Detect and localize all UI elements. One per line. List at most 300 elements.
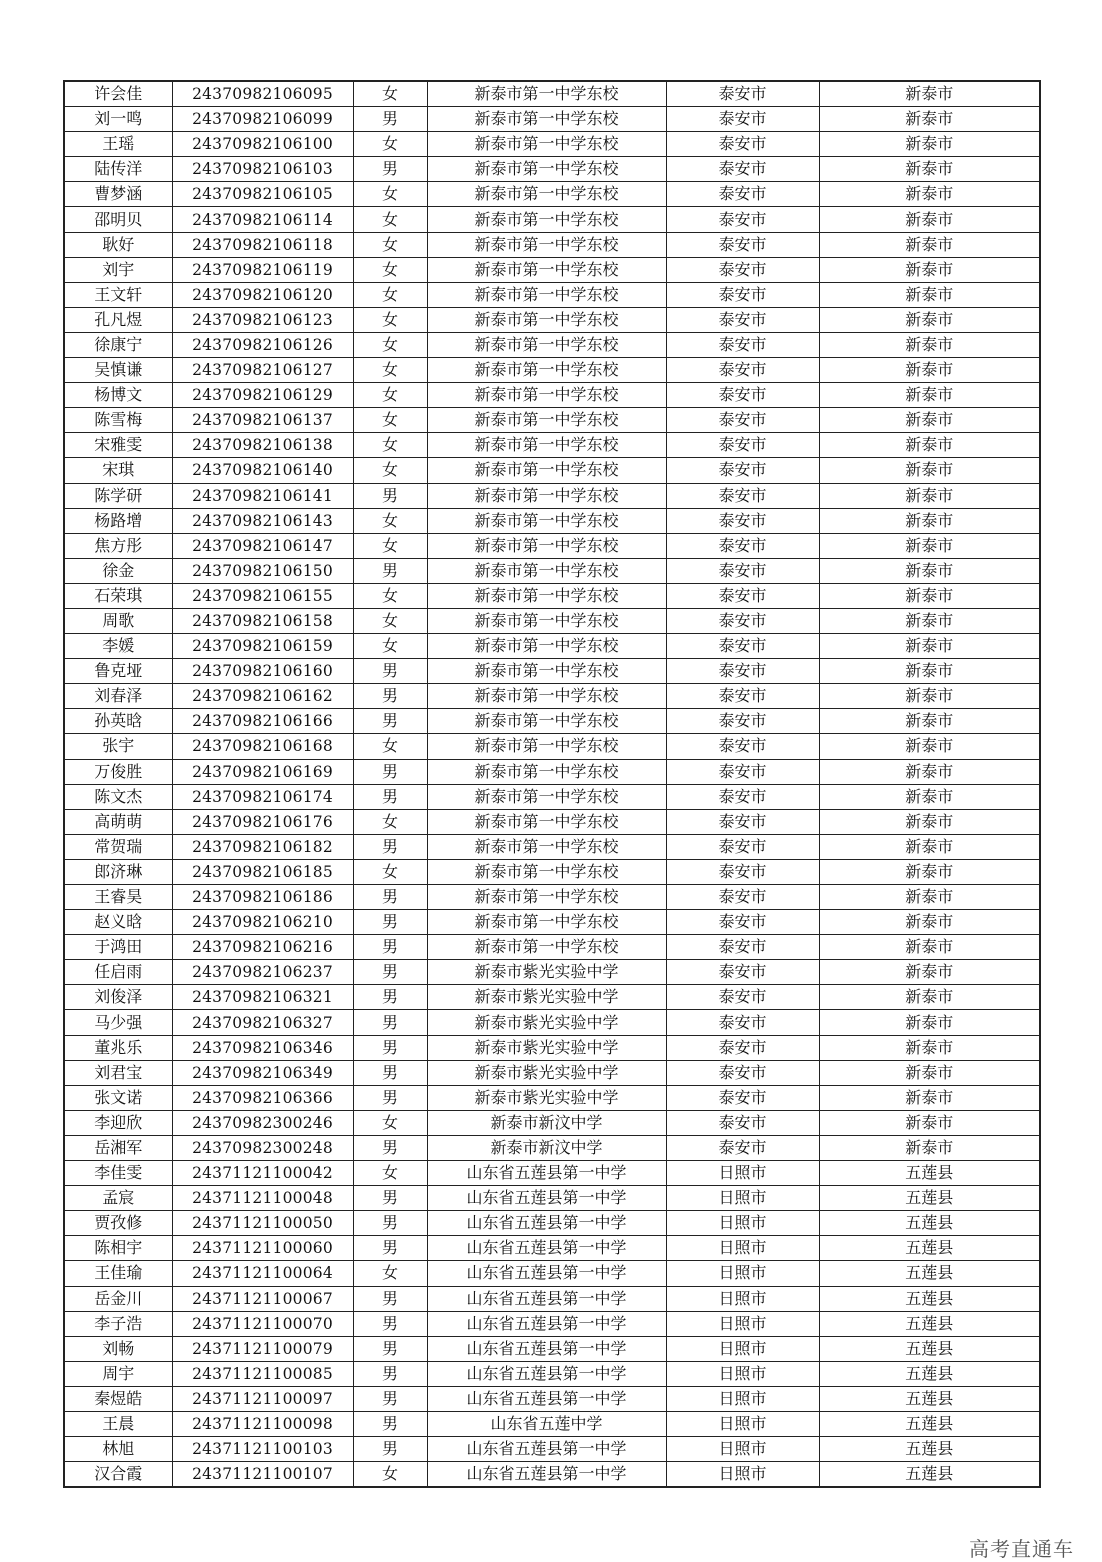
exam-id-cell: 24370982300248 xyxy=(172,1135,353,1160)
student-name-cell: 郎济琳 xyxy=(64,859,172,884)
student-name-cell: 张宇 xyxy=(64,734,172,759)
table-row xyxy=(64,232,1040,257)
student-name-cell: 王睿昊 xyxy=(64,885,172,910)
school-cell: 新泰市第一中学东校 xyxy=(427,307,666,332)
county-cell: 新泰市 xyxy=(819,935,1040,960)
gender-cell: 男 xyxy=(353,1336,427,1361)
table-row xyxy=(64,257,1040,282)
county-cell: 五莲县 xyxy=(819,1361,1040,1386)
gender-cell: 女 xyxy=(353,1261,427,1286)
table-row xyxy=(64,1035,1040,1060)
exam-id-cell: 24371121100064 xyxy=(172,1261,353,1286)
table-row xyxy=(64,157,1040,182)
table-row xyxy=(64,709,1040,734)
city-cell: 泰安市 xyxy=(666,1010,819,1035)
exam-id-cell: 24371121100103 xyxy=(172,1437,353,1462)
roster-body xyxy=(64,81,1040,1487)
gender-cell: 男 xyxy=(353,935,427,960)
table-row xyxy=(64,834,1040,859)
school-cell: 新泰市第一中学东校 xyxy=(427,910,666,935)
city-cell: 泰安市 xyxy=(666,332,819,357)
city-cell: 泰安市 xyxy=(666,960,819,985)
city-cell: 泰安市 xyxy=(666,759,819,784)
city-cell: 泰安市 xyxy=(666,433,819,458)
school-cell: 新泰市紫光实验中学 xyxy=(427,1085,666,1110)
exam-id-cell: 24371121100098 xyxy=(172,1411,353,1436)
school-cell: 新泰市第一中学东校 xyxy=(427,383,666,408)
school-cell: 新泰市第一中学东校 xyxy=(427,458,666,483)
gender-cell: 男 xyxy=(353,834,427,859)
county-cell: 新泰市 xyxy=(819,684,1040,709)
exam-id-cell: 24370982106118 xyxy=(172,232,353,257)
city-cell: 泰安市 xyxy=(666,408,819,433)
gender-cell: 男 xyxy=(353,1311,427,1336)
city-cell: 泰安市 xyxy=(666,157,819,182)
table-row xyxy=(64,1411,1040,1436)
exam-id-cell: 24371121100050 xyxy=(172,1211,353,1236)
gender-cell: 女 xyxy=(353,307,427,332)
table-row xyxy=(64,734,1040,759)
watermark-text: 高考直通车 xyxy=(969,1537,1074,1561)
student-name-cell: 李媛 xyxy=(64,634,172,659)
student-name-cell: 李子浩 xyxy=(64,1311,172,1336)
exam-id-cell: 24370982106216 xyxy=(172,935,353,960)
gender-cell: 女 xyxy=(353,182,427,207)
table-row xyxy=(64,684,1040,709)
school-cell: 山东省五莲县第一中学 xyxy=(427,1161,666,1186)
school-cell: 新泰市紫光实验中学 xyxy=(427,1010,666,1035)
school-cell: 新泰市新汶中学 xyxy=(427,1110,666,1135)
county-cell: 新泰市 xyxy=(819,433,1040,458)
exam-id-cell: 24370982106186 xyxy=(172,885,353,910)
school-cell: 新泰市紫光实验中学 xyxy=(427,960,666,985)
county-cell: 五莲县 xyxy=(819,1286,1040,1311)
gender-cell: 男 xyxy=(353,157,427,182)
exam-id-cell: 24370982106100 xyxy=(172,132,353,157)
student-name-cell: 徐金 xyxy=(64,558,172,583)
gender-cell: 男 xyxy=(353,709,427,734)
city-cell: 泰安市 xyxy=(666,859,819,884)
exam-id-cell: 24370982106327 xyxy=(172,1010,353,1035)
county-cell: 五莲县 xyxy=(819,1411,1040,1436)
gender-cell: 女 xyxy=(353,282,427,307)
school-cell: 新泰市第一中学东校 xyxy=(427,408,666,433)
table-row xyxy=(64,859,1040,884)
county-cell: 新泰市 xyxy=(819,107,1040,132)
gender-cell: 女 xyxy=(353,207,427,232)
exam-id-cell: 24370982300246 xyxy=(172,1110,353,1135)
student-name-cell: 岳湘军 xyxy=(64,1135,172,1160)
city-cell: 日照市 xyxy=(666,1161,819,1186)
student-name-cell: 孟宸 xyxy=(64,1186,172,1211)
school-cell: 新泰市第一中学东校 xyxy=(427,784,666,809)
student-name-cell: 刘一鸣 xyxy=(64,107,172,132)
table-row xyxy=(64,759,1040,784)
county-cell: 五莲县 xyxy=(819,1437,1040,1462)
table-row xyxy=(64,1211,1040,1236)
gender-cell: 男 xyxy=(353,784,427,809)
student-name-cell: 王文轩 xyxy=(64,282,172,307)
exam-id-cell: 24370982106103 xyxy=(172,157,353,182)
gender-cell: 男 xyxy=(353,1361,427,1386)
county-cell: 新泰市 xyxy=(819,483,1040,508)
gender-cell: 男 xyxy=(353,885,427,910)
exam-id-cell: 24371121100107 xyxy=(172,1462,353,1488)
county-cell: 新泰市 xyxy=(819,282,1040,307)
table-row xyxy=(64,960,1040,985)
table-row xyxy=(64,935,1040,960)
school-cell: 山东省五莲县第一中学 xyxy=(427,1311,666,1336)
exam-id-cell: 24370982106159 xyxy=(172,634,353,659)
gender-cell: 女 xyxy=(353,81,427,107)
school-cell: 新泰市第一中学东校 xyxy=(427,583,666,608)
city-cell: 泰安市 xyxy=(666,684,819,709)
city-cell: 泰安市 xyxy=(666,583,819,608)
county-cell: 新泰市 xyxy=(819,132,1040,157)
county-cell: 新泰市 xyxy=(819,885,1040,910)
gender-cell: 男 xyxy=(353,910,427,935)
table-row xyxy=(64,1110,1040,1135)
table-row xyxy=(64,458,1040,483)
gender-cell: 女 xyxy=(353,458,427,483)
city-cell: 日照市 xyxy=(666,1186,819,1211)
exam-id-cell: 24370982106237 xyxy=(172,960,353,985)
city-cell: 泰安市 xyxy=(666,232,819,257)
exam-id-cell: 24370982106127 xyxy=(172,358,353,383)
exam-id-cell: 24370982106158 xyxy=(172,608,353,633)
city-cell: 泰安市 xyxy=(666,709,819,734)
county-cell: 新泰市 xyxy=(819,558,1040,583)
student-name-cell: 孔凡煜 xyxy=(64,307,172,332)
exam-id-cell: 24370982106143 xyxy=(172,508,353,533)
county-cell: 新泰市 xyxy=(819,408,1040,433)
gender-cell: 男 xyxy=(353,684,427,709)
gender-cell: 女 xyxy=(353,1161,427,1186)
student-name-cell: 孙英晗 xyxy=(64,709,172,734)
city-cell: 日照市 xyxy=(666,1411,819,1436)
county-cell: 五莲县 xyxy=(819,1336,1040,1361)
gender-cell: 男 xyxy=(353,1060,427,1085)
exam-id-cell: 24370982106169 xyxy=(172,759,353,784)
student-name-cell: 王佳瑜 xyxy=(64,1261,172,1286)
table-row xyxy=(64,533,1040,558)
county-cell: 五莲县 xyxy=(819,1261,1040,1286)
table-row xyxy=(64,583,1040,608)
gender-cell: 女 xyxy=(353,257,427,282)
exam-id-cell: 24370982106166 xyxy=(172,709,353,734)
table-row xyxy=(64,634,1040,659)
city-cell: 泰安市 xyxy=(666,784,819,809)
exam-id-cell: 24370982106114 xyxy=(172,207,353,232)
school-cell: 新泰市第一中学东校 xyxy=(427,107,666,132)
student-name-cell: 赵义晗 xyxy=(64,910,172,935)
gender-cell: 女 xyxy=(353,232,427,257)
city-cell: 泰安市 xyxy=(666,634,819,659)
gender-cell: 男 xyxy=(353,483,427,508)
exam-id-cell: 24370982106168 xyxy=(172,734,353,759)
exam-id-cell: 24370982106160 xyxy=(172,659,353,684)
gender-cell: 女 xyxy=(353,533,427,558)
school-cell: 山东省五莲县第一中学 xyxy=(427,1437,666,1462)
exam-id-cell: 24370982106185 xyxy=(172,859,353,884)
student-name-cell: 鲁克垭 xyxy=(64,659,172,684)
table-row xyxy=(64,558,1040,583)
table-row xyxy=(64,784,1040,809)
table-row xyxy=(64,1361,1040,1386)
county-cell: 新泰市 xyxy=(819,358,1040,383)
school-cell: 新泰市第一中学东校 xyxy=(427,207,666,232)
gender-cell: 女 xyxy=(353,508,427,533)
student-name-cell: 李佳雯 xyxy=(64,1161,172,1186)
table-row xyxy=(64,1010,1040,1035)
school-cell: 新泰市第一中学东校 xyxy=(427,483,666,508)
city-cell: 泰安市 xyxy=(666,533,819,558)
student-name-cell: 周宇 xyxy=(64,1361,172,1386)
county-cell: 新泰市 xyxy=(819,1135,1040,1160)
city-cell: 泰安市 xyxy=(666,1060,819,1085)
student-name-cell: 徐康宁 xyxy=(64,332,172,357)
student-name-cell: 刘俊泽 xyxy=(64,985,172,1010)
county-cell: 五莲县 xyxy=(819,1386,1040,1411)
student-name-cell: 贾孜修 xyxy=(64,1211,172,1236)
gender-cell: 男 xyxy=(353,985,427,1010)
table-row xyxy=(64,1135,1040,1160)
exam-id-cell: 24370982106182 xyxy=(172,834,353,859)
city-cell: 日照市 xyxy=(666,1462,819,1488)
county-cell: 新泰市 xyxy=(819,709,1040,734)
exam-id-cell: 24370982106099 xyxy=(172,107,353,132)
city-cell: 日照市 xyxy=(666,1236,819,1261)
county-cell: 新泰市 xyxy=(819,1085,1040,1110)
school-cell: 新泰市第一中学东校 xyxy=(427,809,666,834)
county-cell: 五莲县 xyxy=(819,1462,1040,1488)
city-cell: 泰安市 xyxy=(666,910,819,935)
city-cell: 泰安市 xyxy=(666,132,819,157)
student-name-cell: 陈相宇 xyxy=(64,1236,172,1261)
city-cell: 泰安市 xyxy=(666,458,819,483)
school-cell: 新泰市紫光实验中学 xyxy=(427,1060,666,1085)
student-name-cell: 耿好 xyxy=(64,232,172,257)
county-cell: 五莲县 xyxy=(819,1211,1040,1236)
gender-cell: 女 xyxy=(353,383,427,408)
city-cell: 日照市 xyxy=(666,1261,819,1286)
exam-id-cell: 24371121100067 xyxy=(172,1286,353,1311)
table-row xyxy=(64,1161,1040,1186)
school-cell: 新泰市新汶中学 xyxy=(427,1135,666,1160)
county-cell: 新泰市 xyxy=(819,157,1040,182)
student-name-cell: 常贺瑞 xyxy=(64,834,172,859)
student-name-cell: 陈文杰 xyxy=(64,784,172,809)
county-cell: 五莲县 xyxy=(819,1236,1040,1261)
table-row xyxy=(64,207,1040,232)
county-cell: 新泰市 xyxy=(819,659,1040,684)
school-cell: 新泰市第一中学东校 xyxy=(427,659,666,684)
county-cell: 新泰市 xyxy=(819,734,1040,759)
school-cell: 山东省五莲县第一中学 xyxy=(427,1462,666,1488)
school-cell: 新泰市第一中学东校 xyxy=(427,182,666,207)
exam-id-cell: 24370982106138 xyxy=(172,433,353,458)
table-row xyxy=(64,483,1040,508)
county-cell: 新泰市 xyxy=(819,910,1040,935)
county-cell: 新泰市 xyxy=(819,634,1040,659)
table-row xyxy=(64,1236,1040,1261)
gender-cell: 男 xyxy=(353,1085,427,1110)
student-name-cell: 许会佳 xyxy=(64,81,172,107)
school-cell: 新泰市第一中学东校 xyxy=(427,608,666,633)
gender-cell: 女 xyxy=(353,608,427,633)
school-cell: 新泰市第一中学东校 xyxy=(427,935,666,960)
student-name-cell: 焦方彤 xyxy=(64,533,172,558)
exam-id-cell: 24370982106120 xyxy=(172,282,353,307)
school-cell: 新泰市第一中学东校 xyxy=(427,232,666,257)
county-cell: 新泰市 xyxy=(819,207,1040,232)
city-cell: 泰安市 xyxy=(666,1035,819,1060)
student-name-cell: 陈雪梅 xyxy=(64,408,172,433)
student-name-cell: 刘春泽 xyxy=(64,684,172,709)
table-row xyxy=(64,408,1040,433)
gender-cell: 男 xyxy=(353,1286,427,1311)
city-cell: 泰安市 xyxy=(666,558,819,583)
student-name-cell: 邵明贝 xyxy=(64,207,172,232)
city-cell: 日照市 xyxy=(666,1386,819,1411)
student-name-cell: 董兆乐 xyxy=(64,1035,172,1060)
city-cell: 泰安市 xyxy=(666,834,819,859)
school-cell: 新泰市第一中学东校 xyxy=(427,634,666,659)
county-cell: 新泰市 xyxy=(819,960,1040,985)
student-name-cell: 周歌 xyxy=(64,608,172,633)
county-cell: 新泰市 xyxy=(819,1035,1040,1060)
gender-cell: 男 xyxy=(353,1186,427,1211)
gender-cell: 男 xyxy=(353,659,427,684)
student-name-cell: 吴慎谦 xyxy=(64,358,172,383)
city-cell: 泰安市 xyxy=(666,1135,819,1160)
city-cell: 泰安市 xyxy=(666,182,819,207)
city-cell: 泰安市 xyxy=(666,809,819,834)
gender-cell: 女 xyxy=(353,358,427,383)
table-row xyxy=(64,885,1040,910)
city-cell: 泰安市 xyxy=(666,1085,819,1110)
student-name-cell: 任启雨 xyxy=(64,960,172,985)
table-row xyxy=(64,307,1040,332)
exam-id-cell: 24370982106210 xyxy=(172,910,353,935)
gender-cell: 女 xyxy=(353,408,427,433)
exam-id-cell: 24370982106140 xyxy=(172,458,353,483)
exam-id-cell: 24371121100048 xyxy=(172,1186,353,1211)
school-cell: 新泰市第一中学东校 xyxy=(427,157,666,182)
county-cell: 新泰市 xyxy=(819,508,1040,533)
school-cell: 山东省五莲中学 xyxy=(427,1411,666,1436)
school-cell: 新泰市紫光实验中学 xyxy=(427,1035,666,1060)
exam-id-cell: 24370982106123 xyxy=(172,307,353,332)
exam-id-cell: 24370982106174 xyxy=(172,784,353,809)
table-row xyxy=(64,1085,1040,1110)
student-name-cell: 高萌萌 xyxy=(64,809,172,834)
table-row xyxy=(64,383,1040,408)
student-name-cell: 林旭 xyxy=(64,1437,172,1462)
school-cell: 新泰市第一中学东校 xyxy=(427,533,666,558)
gender-cell: 女 xyxy=(353,132,427,157)
exam-id-cell: 24370982106137 xyxy=(172,408,353,433)
student-name-cell: 万俊胜 xyxy=(64,759,172,784)
exam-id-cell: 24370982106105 xyxy=(172,182,353,207)
student-name-cell: 杨博文 xyxy=(64,383,172,408)
table-row xyxy=(64,1386,1040,1411)
city-cell: 泰安市 xyxy=(666,383,819,408)
school-cell: 山东省五莲县第一中学 xyxy=(427,1261,666,1286)
gender-cell: 男 xyxy=(353,1411,427,1436)
gender-cell: 女 xyxy=(353,332,427,357)
table-row xyxy=(64,182,1040,207)
gender-cell: 男 xyxy=(353,1437,427,1462)
city-cell: 泰安市 xyxy=(666,985,819,1010)
exam-id-cell: 24370982106126 xyxy=(172,332,353,357)
student-name-cell: 李迎欣 xyxy=(64,1110,172,1135)
county-cell: 五莲县 xyxy=(819,1186,1040,1211)
school-cell: 新泰市第一中学东校 xyxy=(427,332,666,357)
county-cell: 新泰市 xyxy=(819,458,1040,483)
county-cell: 新泰市 xyxy=(819,182,1040,207)
gender-cell: 男 xyxy=(353,960,427,985)
city-cell: 日照市 xyxy=(666,1286,819,1311)
gender-cell: 男 xyxy=(353,1211,427,1236)
table-row xyxy=(64,433,1040,458)
student-roster-table xyxy=(63,80,1041,1488)
table-row xyxy=(64,1437,1040,1462)
table-row xyxy=(64,508,1040,533)
school-cell: 山东省五莲县第一中学 xyxy=(427,1286,666,1311)
exam-id-cell: 24370982106129 xyxy=(172,383,353,408)
exam-id-cell: 24370982106155 xyxy=(172,583,353,608)
exam-id-cell: 24371121100097 xyxy=(172,1386,353,1411)
county-cell: 新泰市 xyxy=(819,383,1040,408)
city-cell: 日照市 xyxy=(666,1211,819,1236)
city-cell: 日照市 xyxy=(666,1336,819,1361)
school-cell: 新泰市第一中学东校 xyxy=(427,834,666,859)
county-cell: 新泰市 xyxy=(819,859,1040,884)
city-cell: 日照市 xyxy=(666,1311,819,1336)
school-cell: 山东省五莲县第一中学 xyxy=(427,1361,666,1386)
school-cell: 新泰市第一中学东校 xyxy=(427,885,666,910)
school-cell: 山东省五莲县第一中学 xyxy=(427,1186,666,1211)
school-cell: 新泰市第一中学东校 xyxy=(427,759,666,784)
county-cell: 新泰市 xyxy=(819,1060,1040,1085)
table-row xyxy=(64,1286,1040,1311)
gender-cell: 男 xyxy=(353,1135,427,1160)
table-row xyxy=(64,608,1040,633)
student-name-cell: 王晨 xyxy=(64,1411,172,1436)
table-row xyxy=(64,1261,1040,1286)
county-cell: 新泰市 xyxy=(819,784,1040,809)
student-name-cell: 王瑶 xyxy=(64,132,172,157)
exam-id-cell: 24370982106366 xyxy=(172,1085,353,1110)
city-cell: 泰安市 xyxy=(666,107,819,132)
school-cell: 新泰市第一中学东校 xyxy=(427,433,666,458)
student-name-cell: 杨路增 xyxy=(64,508,172,533)
student-name-cell: 曹梦涵 xyxy=(64,182,172,207)
exam-id-cell: 24370982106346 xyxy=(172,1035,353,1060)
exam-id-cell: 24370982106119 xyxy=(172,257,353,282)
gender-cell: 女 xyxy=(353,1110,427,1135)
gender-cell: 女 xyxy=(353,809,427,834)
gender-cell: 男 xyxy=(353,1035,427,1060)
school-cell: 山东省五莲县第一中学 xyxy=(427,1336,666,1361)
city-cell: 泰安市 xyxy=(666,483,819,508)
city-cell: 泰安市 xyxy=(666,935,819,960)
county-cell: 新泰市 xyxy=(819,533,1040,558)
county-cell: 新泰市 xyxy=(819,332,1040,357)
city-cell: 泰安市 xyxy=(666,307,819,332)
exam-id-cell: 24371121100079 xyxy=(172,1336,353,1361)
